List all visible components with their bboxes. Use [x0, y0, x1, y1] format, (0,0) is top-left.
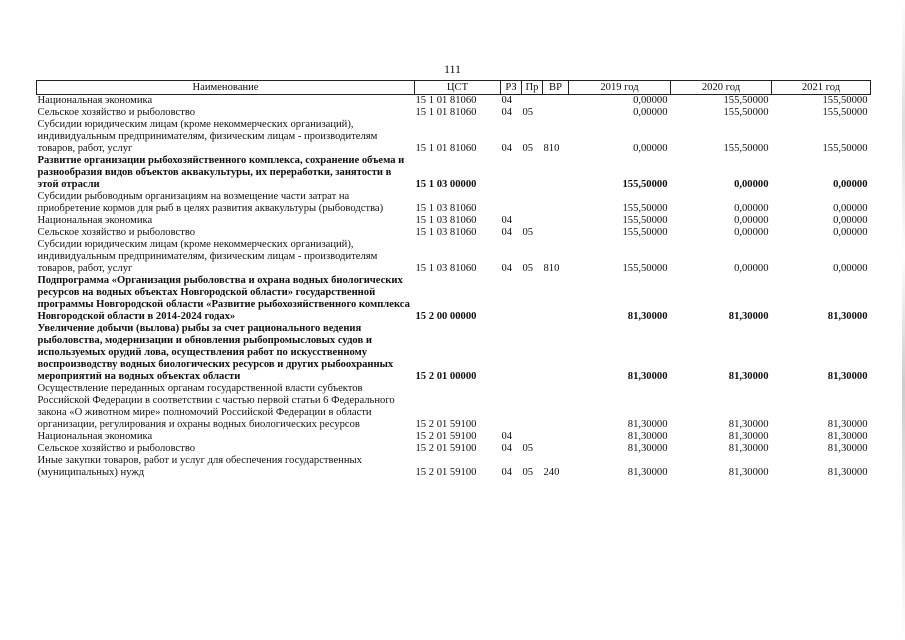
cell-y2021: 81,30000 — [827, 443, 868, 454]
cell-vr — [543, 323, 569, 383]
cell-name: Увеличение добычи (вылова) рыбы за счет рационального ведения рыболовства, модернизации и обновления рыбопромысловых судов и используемых орудий лова, осуществления работ по искусственному воспроизводству водных биологических ресурсов и других рыбоохранных мероприятий на водных объектах области — [37, 323, 394, 382]
cell-pr: 05 — [522, 443, 534, 454]
cell-y2019: 81,30000 — [627, 419, 668, 430]
cell-vr — [543, 215, 569, 227]
cell-name: Национальная экономика — [37, 95, 153, 106]
cell-name: Сельское хозяйство и рыболовство — [37, 107, 196, 118]
cell-y2020: 155,50000 — [723, 143, 769, 154]
cell-pr — [522, 155, 543, 191]
cell-pr: 05 — [522, 107, 534, 118]
header-2021: 2021 год — [772, 81, 871, 95]
cell-vr — [543, 431, 569, 443]
cell-pr — [522, 191, 543, 215]
cell-name: Сельское хозяйство и рыболовство — [37, 227, 196, 238]
cell-y2020: 81,30000 — [728, 443, 769, 454]
cell-pr — [522, 323, 543, 383]
cell-name: Национальная экономика — [37, 431, 153, 442]
cell-pr — [522, 383, 543, 431]
cell-vr — [543, 275, 569, 323]
cell-cst: 15 2 01 59100 — [415, 443, 477, 454]
cell-cst: 15 1 03 81060 — [415, 263, 477, 274]
cell-y2020: 155,50000 — [723, 95, 769, 106]
cell-rz: 04 — [501, 431, 513, 442]
budget-table — [36, 80, 871, 479]
cell-y2019: 0,00000 — [633, 143, 668, 154]
cell-rz: 04 — [501, 263, 513, 274]
cell-y2019: 0,00000 — [633, 95, 668, 106]
page-number: 111 — [443, 62, 462, 76]
header-name: Наименование — [37, 81, 415, 95]
cell-vr — [543, 227, 569, 239]
cell-y2021: 0,00000 — [833, 179, 868, 190]
cell-pr — [522, 95, 543, 108]
cell-y2021: 81,30000 — [827, 467, 868, 478]
cell-cst: 15 1 03 81060 — [415, 203, 477, 214]
cell-name: Субсидии юридическим лицам (кроме некоммерческих организаций), индивидуальным предпринимателям, физическим лицам - производителям товаров, работ, услуг — [37, 239, 378, 274]
table-row — [37, 239, 871, 275]
cell-y2020: 155,50000 — [723, 107, 769, 118]
cell-y2020: 81,30000 — [728, 419, 769, 430]
cell-y2019: 155,50000 — [622, 227, 668, 238]
header-2019: 2019 год — [569, 81, 671, 95]
cell-rz: 04 — [501, 215, 513, 226]
cell-name: Субсидии рыбоводным организациям на возмещение части затрат на приобретение кормов для рыб в целях развития аквакультуры (рыбоводства) — [37, 191, 384, 214]
table-header-row — [37, 81, 871, 95]
table-row — [37, 383, 871, 431]
cell-name: Подпрограмма «Организация рыболовства и охрана водных биологических ресурсов на водных объектах Новгородской области» государственной программы Новгородской области «Развитие рыбохозяйственного комплекса Новгородской области в 2014-2024 годах» — [37, 275, 410, 322]
cell-cst: 15 2 01 00000 — [415, 371, 477, 382]
table-row — [37, 323, 871, 383]
table-row — [37, 227, 871, 239]
cell-y2019: 81,30000 — [627, 443, 668, 454]
cell-vr — [543, 191, 569, 215]
cell-cst: 15 2 01 59100 — [415, 431, 477, 442]
cell-y2020: 81,30000 — [728, 431, 769, 442]
cell-name: Осуществление переданных органам государственной власти субъектов Российской Федерации в соответствии с частью первой статьи 6 Федерального закона «О животном мире» полномочий Российской Федерации в области организации, регулирования и охраны водных биологических ресурсов — [37, 383, 395, 430]
cell-cst: 15 1 01 81060 — [415, 143, 477, 154]
cell-y2019: 155,50000 — [622, 203, 668, 214]
cell-cst: 15 2 01 59100 — [415, 419, 477, 430]
table-row — [37, 191, 871, 215]
cell-rz — [501, 191, 522, 215]
cell-vr: 240 — [543, 467, 560, 478]
cell-y2019: 81,30000 — [627, 311, 668, 322]
cell-rz — [501, 383, 522, 431]
cell-y2021: 81,30000 — [827, 419, 868, 430]
cell-y2020: 0,00000 — [734, 179, 769, 190]
cell-rz: 04 — [501, 227, 513, 238]
table-row — [37, 455, 871, 479]
cell-vr — [543, 383, 569, 431]
cell-y2020: 0,00000 — [734, 263, 769, 274]
cell-name: Национальная экономика — [37, 215, 153, 226]
cell-y2021: 155,50000 — [822, 95, 868, 106]
cell-rz — [501, 323, 522, 383]
table-row — [37, 215, 871, 227]
cell-name: Иные закупки товаров, работ и услуг для обеспечения государственных (муниципальных) нужд — [37, 455, 362, 478]
table-row — [37, 443, 871, 455]
cell-pr: 05 — [522, 143, 534, 154]
table-row — [37, 431, 871, 443]
cell-rz: 04 — [501, 143, 513, 154]
header-rz: РЗ — [501, 81, 522, 95]
cell-y2021: 0,00000 — [833, 263, 868, 274]
cell-y2020: 81,30000 — [728, 311, 769, 322]
table-row — [37, 275, 871, 323]
cell-y2021: 81,30000 — [827, 431, 868, 442]
cell-rz: 04 — [501, 107, 513, 118]
cell-cst: 15 1 03 81060 — [415, 215, 477, 226]
cell-vr — [543, 155, 569, 191]
header-2020: 2020 год — [671, 81, 772, 95]
cell-rz: 04 — [501, 95, 513, 106]
cell-y2019: 155,50000 — [622, 179, 668, 190]
cell-pr — [522, 215, 543, 227]
cell-cst: 15 2 01 59100 — [415, 467, 477, 478]
cell-pr: 05 — [522, 467, 534, 478]
cell-y2020: 0,00000 — [734, 227, 769, 238]
cell-rz: 04 — [501, 443, 513, 454]
cell-vr — [543, 95, 569, 108]
cell-y2020: 81,30000 — [728, 371, 769, 382]
cell-y2021: 0,00000 — [833, 227, 868, 238]
cell-name: Развитие организации рыбохозяйственного комплекса, сохранение объема и разнообразия видов объектов аквакультуры, их переработки, занятости в этой отрасли — [37, 155, 405, 190]
cell-cst: 15 2 00 00000 — [415, 311, 477, 322]
cell-y2019: 155,50000 — [622, 215, 668, 226]
cell-name: Субсидии юридическим лицам (кроме некоммерческих организаций), индивидуальным предпринимателям, физическим лицам - производителям товаров, работ, услуг — [37, 119, 378, 154]
cell-cst: 15 1 03 00000 — [415, 179, 477, 190]
cell-y2019: 81,30000 — [627, 371, 668, 382]
cell-name: Сельское хозяйство и рыболовство — [37, 443, 196, 454]
table-row — [37, 119, 871, 155]
cell-cst: 15 1 01 81060 — [415, 95, 477, 106]
cell-vr — [543, 107, 569, 119]
cell-vr: 810 — [543, 263, 560, 274]
cell-rz — [501, 275, 522, 323]
cell-y2019: 0,00000 — [633, 107, 668, 118]
cell-y2019: 81,30000 — [627, 467, 668, 478]
cell-y2021: 155,50000 — [822, 107, 868, 118]
header-vr: ВР — [543, 81, 569, 95]
header-cst: ЦСТ — [415, 81, 501, 95]
cell-rz — [501, 155, 522, 191]
cell-pr: 05 — [522, 263, 534, 274]
table-body — [37, 95, 871, 480]
header-pr: Пр — [522, 81, 543, 95]
cell-y2021: 0,00000 — [833, 203, 868, 214]
cell-y2019: 81,30000 — [627, 431, 668, 442]
cell-vr: 810 — [543, 143, 560, 154]
table-row — [37, 95, 871, 108]
cell-pr — [522, 431, 543, 443]
cell-y2021: 81,30000 — [827, 311, 868, 322]
table-row — [37, 107, 871, 119]
cell-y2021: 81,30000 — [827, 371, 868, 382]
cell-y2020: 81,30000 — [728, 467, 769, 478]
cell-y2021: 155,50000 — [822, 143, 868, 154]
cell-cst: 15 1 01 81060 — [415, 107, 477, 118]
cell-pr — [522, 275, 543, 323]
cell-y2019: 155,50000 — [622, 263, 668, 274]
cell-vr — [543, 443, 569, 455]
table-row — [37, 155, 871, 191]
cell-cst: 15 1 03 81060 — [415, 227, 477, 238]
cell-rz: 04 — [501, 467, 513, 478]
cell-pr: 05 — [522, 227, 534, 238]
cell-y2021: 0,00000 — [833, 215, 868, 226]
cell-y2020: 0,00000 — [734, 203, 769, 214]
cell-y2020: 0,00000 — [734, 215, 769, 226]
